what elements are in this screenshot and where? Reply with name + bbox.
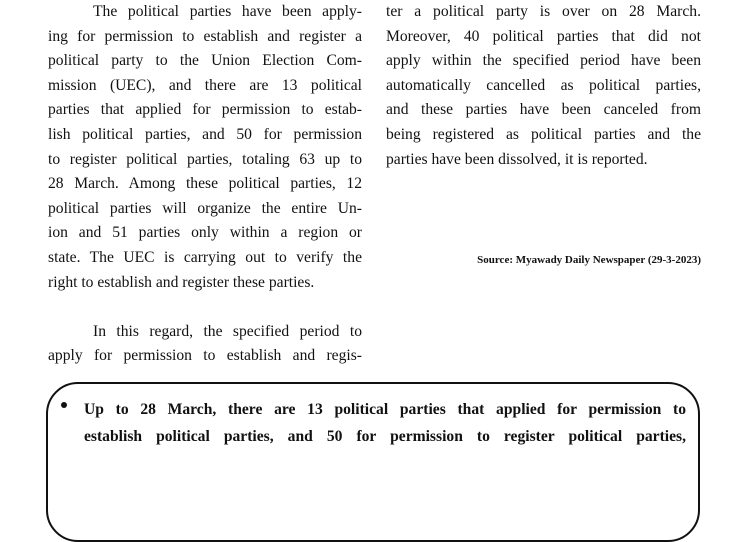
highlight-line: establish political parties, and 50 for permission to register political parties, — [84, 428, 686, 445]
highlight-line: Up to 28 March, there are 13 political parties that applied for permission to — [84, 401, 686, 418]
paragraph-line: right to establish and register these parties. — [48, 273, 315, 291]
paragraph-line: apply within the specified period have been — [386, 52, 701, 70]
paragraph-line: state. The UEC is carrying out to verify the — [48, 248, 362, 266]
paragraph-line: lish political parties, and 50 for permission — [48, 125, 362, 143]
paragraph-line: being registered as political parties and the — [386, 125, 701, 143]
paragraph-line: ion and 51 parties only within a region or — [48, 224, 362, 242]
article-left-column — [48, 0, 362, 369]
source-citation: Source: Myawady Daily Newspaper (29-3-2023) — [477, 254, 701, 266]
paragraph-line: apply for permission to establish and regis- — [48, 347, 362, 365]
highlight-box-text — [84, 396, 686, 450]
paragraph-line: mission (UEC), and there are 13 political — [48, 76, 362, 94]
paragraph-line: ing for permission to establish and register a — [48, 27, 362, 45]
paragraph-line: political parties will organize the entire Un- — [48, 199, 362, 217]
paragraph-line: automatically cancelled as political parties, — [386, 76, 701, 94]
paragraph-line: parties have been dissolved, it is reported. — [386, 150, 648, 168]
paragraph-line: 28 March. Among these political parties, 12 — [48, 175, 362, 193]
article-right-column — [386, 0, 701, 172]
paragraph-line: parties that applied for permission to estab- — [48, 101, 362, 119]
paragraph-gap — [48, 295, 362, 320]
paragraph-line: In this regard, the specified period to — [93, 322, 362, 340]
paragraph-line: ter a political party is over on 28 March. — [386, 3, 701, 20]
bullet-icon — [61, 402, 67, 408]
paragraph-line: political party to the Union Election Com- — [48, 52, 362, 70]
paragraph-line: The political parties have been apply- — [93, 3, 362, 20]
paragraph-line: to register political parties, totaling 63 up to — [48, 150, 362, 168]
paragraph-line: Moreover, 40 political parties that did not — [386, 27, 701, 45]
paragraph-line: and these parties have been canceled from — [386, 101, 701, 119]
